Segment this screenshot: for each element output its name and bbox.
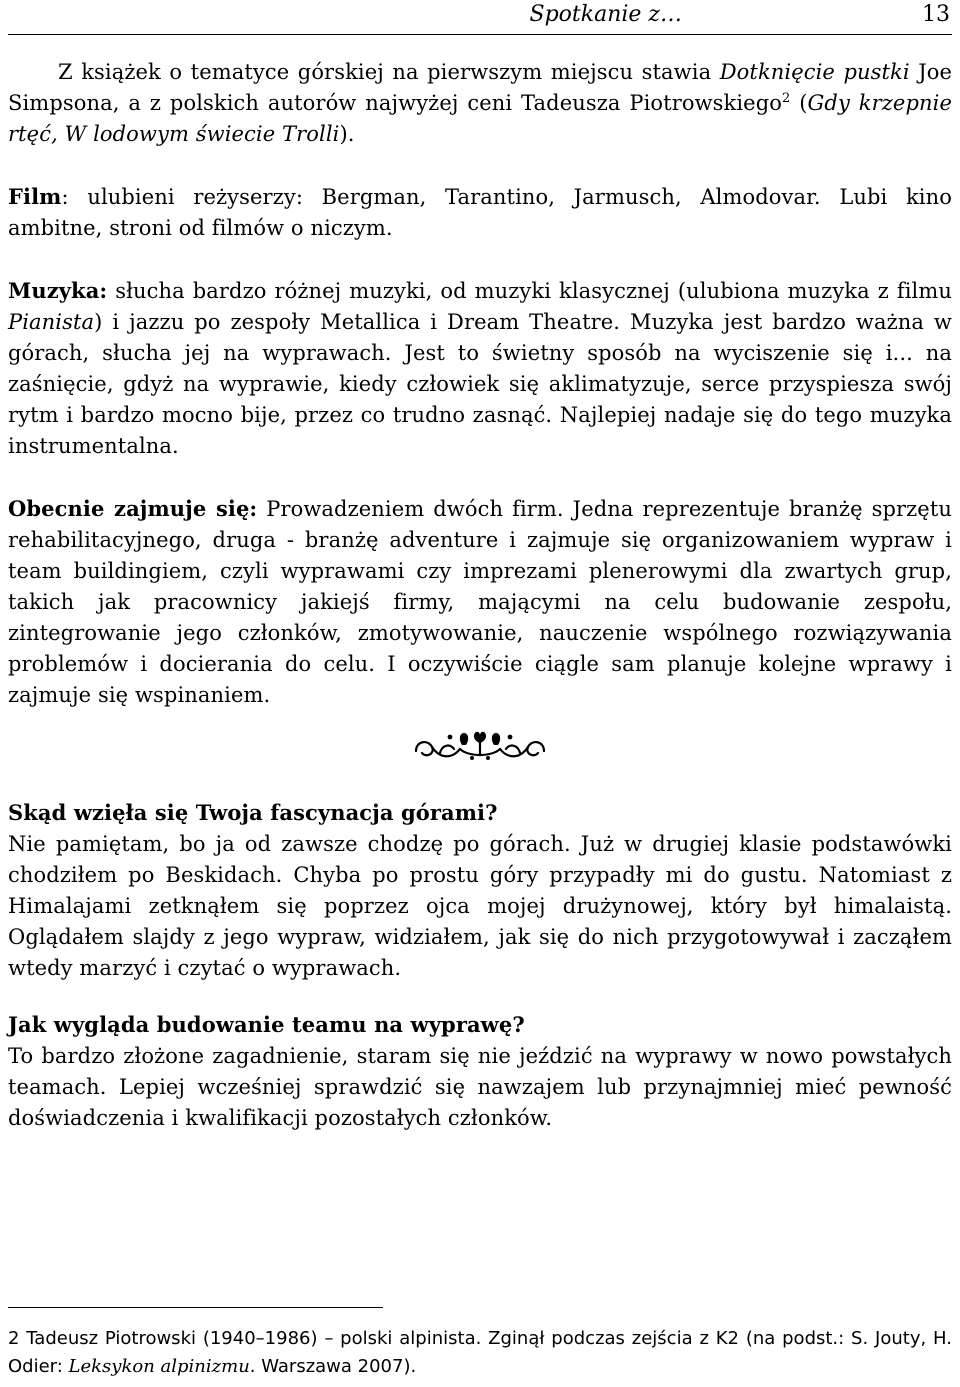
page-number: 13	[922, 2, 950, 27]
footnote: 2 Tadeusz Piotrowski (1940–1986) – polski alpinista. Zginął podczas zejścia z K2 (na podst.: S. Jouty, H. Odier: Leksykon alpinizmu. Warszawa 2007).	[8, 1328, 952, 1377]
film-label: Film	[8, 184, 62, 209]
ornament-divider	[8, 717, 952, 777]
interview-answer-2: To bardzo złożone zagadnienie, staram się nie jeździć na wyprawy w nowo powstałych teamach. Lepiej wcześniej sprawdzić się nawzajem lub przynajmniej mieć pewność doświadczenia i kwalifikacji pozostałych członków.	[8, 1044, 952, 1130]
paragraph-occupation: Obecnie zajmuje się: Prowadzeniem dwóch firm. Jedna reprezentuje branżę sprzętu rehabilitacyjnego, druga - branżę adventure i zajmuje się organizowaniem wypraw i team buildingiem, czyli wyprawami czy imprezami plenerowymi dla zwartych grup, takich jak pracownicy jakiejś firmy, mającymi na celu budowanie zespołu, zintegrowanie jego członków, zmotywowanie, nauczenie wspólnego rozwiązywania problemów i docierania do celu. I oczywiście ciągle sam planuje kolejne wprawy i zajmuje się wspinaniem.	[8, 496, 952, 707]
page-header	[8, 0, 952, 35]
music-label: Muzyka:	[8, 278, 108, 303]
page-body	[8, 57, 952, 1134]
interview-question-1: Skąd wzięła się Twoja fascynacja górami?	[8, 800, 498, 825]
footnote-ref[interactable]: 2	[782, 91, 791, 106]
interview-answer-1: Nie pamiętam, bo ja od zawsze chodzę po górach. Już w drugiej klasie podstawówki chodziłem po Beskidach. Chyba po prostu góry przypadły mi do gustu. Natomiast z Himalajami zetknąłem się poprzez ojca mojej drużynowej, który był himalaistą. Oglądałem slajdy z jego wypraw, widziałem, jak się do nich przygotowywał i zacząłem wtedy marzyć i czytać o wyprawach.	[8, 832, 952, 980]
paragraph-music: Muzyka: słucha bardzo różnej muzyki, od muzyki klasycznej (ulubiona muzyka z filmu Pianista) i jazzu po zespoły Metallica i Dream Theatre. Muzyka jest bardzo ważna w górach, słucha jej na wyprawach. Jest to świetny sposób na wyciszenie się i... na zaśnięcie, gdyż na wyprawie, kiedy człowiek się aklimatyzuje, serce przyspiesza swój rytm i bardzo mocno bije, przez co trudno zasnąć. Najlepiej nadaje się do tego muzyka instrumentalna.	[8, 278, 952, 458]
document-page	[8, 0, 952, 1387]
footnote-separator	[8, 1307, 383, 1308]
running-title: Spotkanie z…	[529, 2, 682, 27]
paragraph-film: Film: ulubieni reżyserzy: Bergman, Tarantino, Jarmusch, Almodovar. Lubi kino ambitne, stroni od filmów o niczym.	[8, 184, 952, 240]
floral-ornament-icon	[410, 727, 550, 767]
occupation-label: Obecnie zajmuje się:	[8, 496, 258, 521]
paragraph-books: Z książek o tematyce górskiej na pierwszym miejscu stawia Dotknięcie pustki Joe Simpsona, a z polskich autorów najwyżej ceni Tadeusza Piotrowskiego$^2$ (Gdy krzepnie rtęć, W lodowym świecie Trolli).	[8, 60, 952, 146]
interview-question-2: Jak wygląda budowanie teamu na wyprawę?	[8, 1012, 525, 1037]
footnote-number: 2	[8, 1328, 20, 1349]
